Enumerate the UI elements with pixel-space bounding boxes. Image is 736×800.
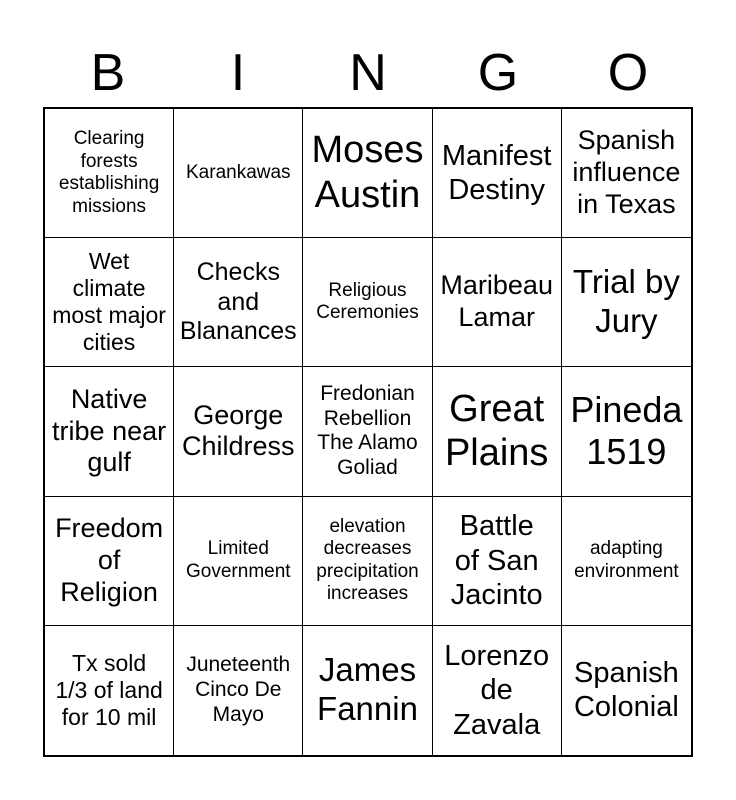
- cell-text: Lorenzo de Zavala: [444, 640, 550, 741]
- bingo-cell[interactable]: [174, 626, 303, 755]
- bingo-cell[interactable]: [303, 626, 432, 755]
- bingo-cell[interactable]: [45, 497, 174, 626]
- bingo-cell[interactable]: [174, 238, 303, 367]
- bingo-cell[interactable]: [433, 109, 562, 238]
- cell-text: adapting environment: [574, 538, 679, 582]
- header-letter-g: G: [477, 44, 519, 102]
- header-letter-i: I: [230, 44, 246, 102]
- bingo-cell[interactable]: [433, 497, 562, 626]
- bingo-cell[interactable]: [45, 238, 174, 367]
- bingo-cell[interactable]: [45, 626, 174, 755]
- header-letter-b: B: [90, 44, 126, 102]
- bingo-cell[interactable]: [174, 109, 303, 238]
- cell-text: Clearing forests establishing missions: [58, 128, 160, 217]
- cell-text: Checks and Blanances: [179, 258, 297, 346]
- cell-text: Great Plains: [444, 387, 549, 475]
- cell-text: Freedom of Religion: [55, 512, 164, 607]
- cell-text: Spanish influence in Texas: [572, 125, 681, 220]
- cell-text: Karankawas: [186, 161, 291, 183]
- cell-text: James Fannin: [317, 651, 418, 728]
- bingo-cell[interactable]: [433, 367, 562, 496]
- bingo-cell[interactable]: [303, 109, 432, 238]
- cell-text: George Childress: [182, 399, 295, 462]
- bingo-cell[interactable]: [562, 238, 691, 367]
- bingo-cell[interactable]: [303, 497, 432, 626]
- cell-text: Religious Ceremonies: [316, 279, 419, 324]
- bingo-cell[interactable]: [562, 109, 691, 238]
- header-letter-n: N: [349, 44, 387, 102]
- bingo-cell[interactable]: [303, 238, 432, 367]
- cell-text: Trial by Jury: [572, 263, 680, 340]
- bingo-cell[interactable]: [45, 109, 174, 238]
- bingo-cell[interactable]: [174, 367, 303, 496]
- bingo-cell[interactable]: [45, 367, 174, 496]
- cell-text: Tx sold 1/3 of land for 10 mil: [55, 649, 163, 730]
- cell-text: Manifest Destiny: [441, 139, 552, 207]
- cell-text: Moses Austin: [311, 129, 424, 217]
- cell-text: Limited Government: [186, 538, 291, 582]
- bingo-cell[interactable]: [562, 626, 691, 755]
- bingo-cell[interactable]: [303, 367, 432, 496]
- bingo-header: [43, 40, 693, 106]
- cell-text: Spanish Colonial: [573, 657, 679, 724]
- bingo-cell[interactable]: [562, 367, 691, 496]
- cell-text: elevation decreases precipitation increases: [316, 515, 419, 605]
- bingo-cell[interactable]: [433, 626, 562, 755]
- cell-text: Maribeau Lamar: [440, 270, 553, 333]
- bingo-board: [43, 107, 693, 757]
- cell-text: Pineda 1519: [570, 389, 683, 473]
- cell-text: Wet climate most major cities: [52, 248, 166, 356]
- bingo-cell[interactable]: [433, 238, 562, 367]
- cell-text: Juneteenth Cinco De Mayo: [186, 653, 291, 726]
- cell-text: Battle of San Jacinto: [450, 510, 543, 611]
- bingo-cell[interactable]: [562, 497, 691, 626]
- header-letter-o: O: [607, 44, 649, 102]
- cell-text: Native tribe near gulf: [52, 383, 167, 478]
- cell-text: Fredonian Rebellion The Alamo Goliad: [317, 381, 418, 480]
- bingo-cell[interactable]: [174, 497, 303, 626]
